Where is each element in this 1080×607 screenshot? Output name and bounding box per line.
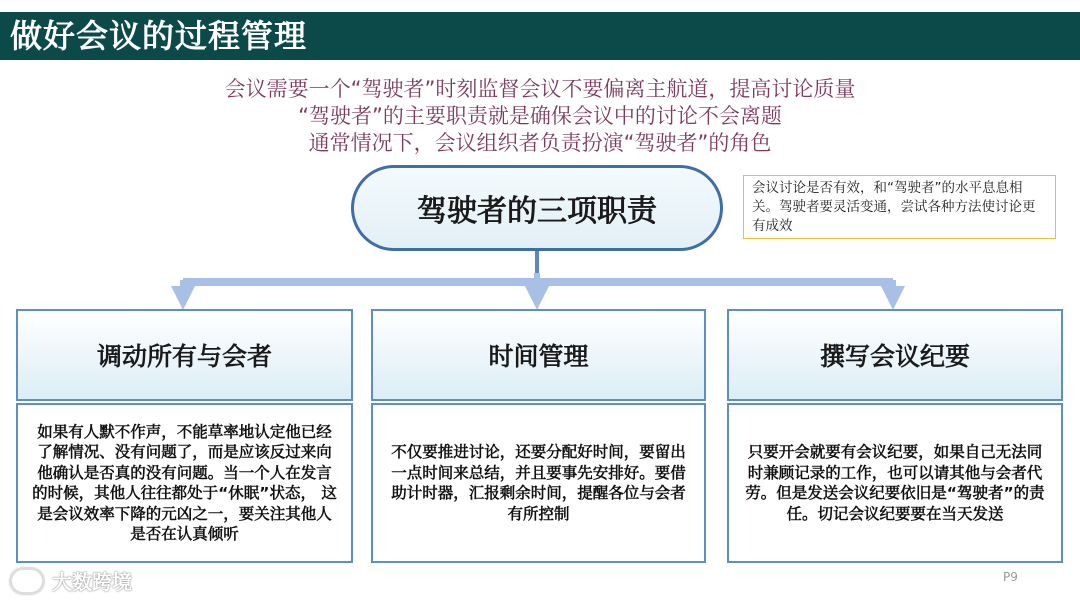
watermark-logo-icon	[10, 568, 44, 594]
card-title-time-management: 时间管理	[371, 309, 706, 401]
card-text: 如果有人默不作声，不能草率地认定他已经了解情况、没有问题了，而是应该反过来向他确认是否真的没有问题。当一个人在发言的时候，其他人往往都处于“休眠”状态， 这是会议效率下降的元凶之一，要关注其他人是否在认真倾听	[32, 422, 337, 543]
card-text: 只要开会就要有会议纪要，如果自己无法同时兼顾记录的工作，也可以请其他与会者代劳。但是发送会议纪要依旧是“驾驶者”的责任。切记会议纪要要在当天发送	[745, 443, 1045, 523]
center-node-label: 驾驶者的三项职责	[417, 194, 657, 229]
intro-line-3: 通常情况下，会议组织者负责扮演“驾驶者”的角色	[308, 131, 772, 155]
card-body-engage-attendees	[16, 403, 353, 563]
card-text: 不仅要推进讨论，还要分配好时间，要留出一点时间来总结，并且要事先安排好。要借助计时器，汇报剩余时间，提醒各位与会者有所控制	[391, 443, 686, 523]
watermark-text: 大数跨境	[52, 570, 132, 594]
note-box: 会议讨论是否有效，和“驾驶者”的水平息息相关。驾驶者要灵活变通，尝试各种方法使讨论更有成效	[743, 175, 1056, 239]
intro-line-1: 会议需要一个“驾驶者”时刻监督会议不要偏离主航道，提高讨论质量	[224, 77, 856, 101]
card-body-meeting-minutes	[727, 403, 1063, 563]
card-title-engage-attendees: 调动所有与会者	[16, 309, 353, 401]
card-title-meeting-minutes: 撰写会议纪要	[727, 309, 1063, 401]
page-title: 做好会议的过程管理	[10, 17, 308, 55]
watermark	[10, 566, 132, 595]
intro-line-2: “驾驶者”的主要职责就是确保会议中的讨论不会离题	[298, 104, 782, 128]
card-body-time-management	[371, 403, 706, 563]
page-number: P9	[1003, 570, 1018, 584]
center-node	[351, 165, 723, 251]
